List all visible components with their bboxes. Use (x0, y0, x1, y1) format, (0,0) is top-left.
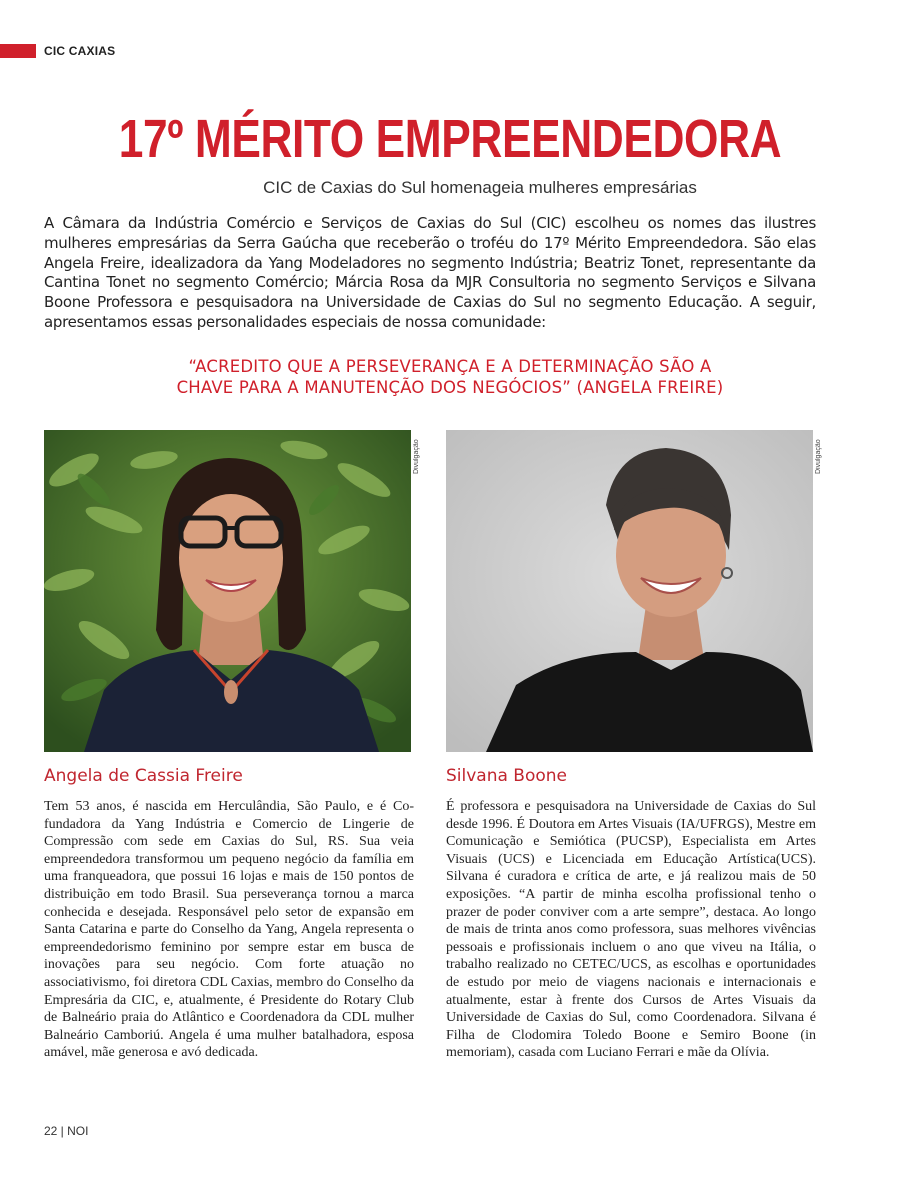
portrait-silvana-image (446, 430, 813, 752)
photo-credit-left: Divulgação (413, 439, 420, 474)
pull-quote (60, 356, 840, 398)
article-subtitle: CIC de Caxias do Sul homenageia mulheres empresárias (263, 178, 697, 197)
page-footer: 22 | NOI (44, 1124, 89, 1138)
portrait-angela-image (44, 430, 411, 752)
profile-bio-silvana: É professora e pesquisadora na Universidade de Caxias do Sul desde 1996. É Doutora em Artes Visuais (IA/UFRGS), Mestre em Comunicação e Semiótica (PUCSP), Especialista em Artes Visuais (UCS) e Licenciada em Educação Artística(UCS). Silvana é curadora e crítica de arte, e já realizou mais de 50 exposições. “A partir de minha escolha profissional tenho o prazer de poder conviver com a arte sempre”, destaca. Ao longo de mais de trinta anos como professora, suas melhores vivências pessoais e profissionais incluem o ano que viveu na Itália, o trabalho realizado no CETEC/UCS, as escolhas e oportunidades de estudo por meio de viagens nacionais e internacionais e atualmente, estar à frente dos Cursos de Artes Visuais da Universidade de Caxias do Sul, como Coordenadora. Silvana é Filha de Clodomira Toledo Boone e Semiro Boone (in memoriam), casada com Luciano Ferrari e mãe da Olívia. (446, 799, 816, 1061)
profile-name-silvana: Silvana Boone (446, 766, 568, 786)
pull-quote-line-2: CHAVE PARA A MANUTENÇÃO DOS NEGÓCIOS” (ANGELA FREIRE) (176, 378, 724, 397)
article-title: 17º MÉRITO EMPREENDEDORA (118, 109, 782, 169)
photo-silvana-boone (446, 430, 813, 752)
profile-name-angela: Angela de Cassia Freire (44, 766, 243, 786)
profile-bio-angela: Tem 53 anos, é nascida em Herculândia, São Paulo, e é Co-fundadora da Yang Indústria e Comercio de Lingerie de Compressão com sede em Caxias do Sul, RS. Sua veia empreendedora transformou um pequeno negócio da família em uma franqueadora, que possui 16 lojas e mais de 150 pontos de distribuição em todo Brasil. Sua perseverança tornou a marca conhecida e desejada. Responsável pelo setor de expansão em Santa Catarina e parte do Conselho da Yang, Angela representa o empreendedorismo feminino por sempre estar em busca de inovações para seu negócio. Com forte atuação no associativismo, foi diretora CDL Caxias, membro do Conselho da Empresária da CIC, e, atualmente, é Presidente do Rotary Club de Balneário praia do Atlântico e Coordenadora da CDL mulher Balneário Camboriú. Angela é uma mulher batalhadora, esposa amável, mãe generosa e avó dedicada. (44, 799, 414, 1061)
photo-angela-freire (44, 430, 411, 752)
photo-credit-right: Divulgação (815, 439, 822, 474)
article-intro: A Câmara da Indústria Comércio e Serviços de Caxias do Sul (CIC) escolheu os nomes das ilustres mulheres empresárias da Serra Gaúcha que receberão o troféu do 17º Mérito Empreendedora. São elas Angela Freire, idealizadora da Yang Modeladores no segmento Indústria; Beatriz Tonet, representante da Cantina Tonet no segmento Comércio; Márcia Rosa da MJR Consultoria no segmento Serviços e Silvana Boone Professora e pesquisadora na Universidade de Caxias do Sul no segmento Educação. A seguir, apresentamos essas personalidades especiais de nossa comunidade: (44, 214, 816, 331)
section-label: CIC CAXIAS (44, 44, 116, 58)
pull-quote-line-1: “ACREDITO QUE A PERSEVERANÇA E A DETERMINAÇÃO SÃO A (188, 357, 712, 376)
section-color-bar (0, 44, 36, 58)
